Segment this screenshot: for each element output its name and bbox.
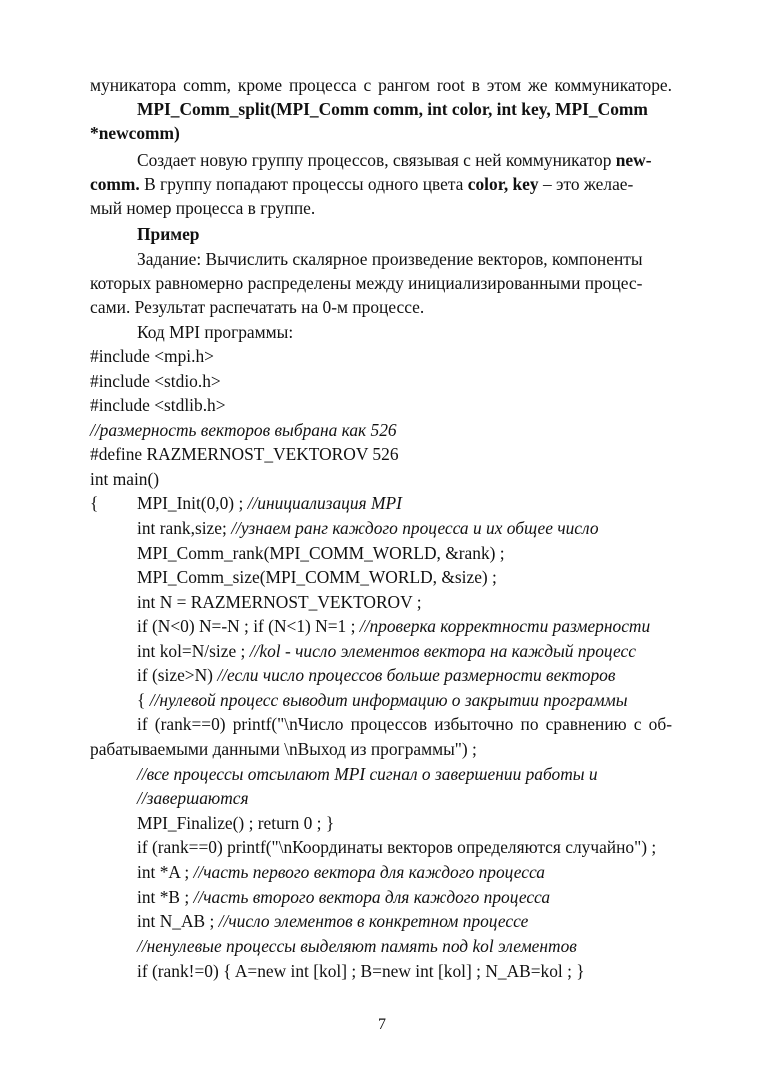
code-line	[90, 442, 672, 466]
line-text: *newcomm)	[90, 123, 180, 143]
function-signature-continued	[90, 121, 672, 145]
comment-text: //часть первого вектора для каждого процесса	[193, 862, 545, 882]
code-line	[90, 467, 672, 491]
heading-text: Пример	[137, 224, 200, 244]
code-line	[137, 885, 672, 909]
comment-text: //нулевой процесс выводит информацию о закрытии программы	[149, 690, 628, 710]
line-text: Создает новую группу процессов, связывая с ней коммуникатор	[137, 150, 612, 170]
text-line	[137, 247, 672, 271]
code-line	[137, 590, 672, 614]
code-comment-line	[137, 934, 672, 958]
code-line	[137, 909, 672, 933]
code-text: #include <mpi.h>	[90, 346, 214, 366]
code-comment-line	[137, 786, 672, 810]
text-line	[90, 271, 672, 295]
code-text: MPI_Comm_rank(MPI_COMM_WORLD, &rank) ;	[137, 543, 505, 563]
line-text: Код MPI программы:	[137, 322, 294, 342]
code-text: if (N<0) N=-N ; if (N<1) N=1 ;	[137, 616, 356, 636]
code-text: int kol=N/size ;	[137, 641, 246, 661]
line-text-bold: comm.	[90, 174, 140, 194]
code-line	[137, 516, 672, 540]
line-text: мый номер процесса в группе.	[90, 198, 316, 218]
code-line	[137, 959, 672, 983]
comment-text: //ненулевые процессы выделяют память под kol элементов	[137, 936, 577, 956]
line-text: MPI_Comm_split(MPI_Comm comm, int color, int key, MPI_Comm	[137, 99, 648, 119]
code-text: if (size>N)	[137, 665, 213, 685]
code-line	[137, 639, 672, 663]
code-text: int *B ;	[137, 887, 190, 907]
line-text: муникатора comm, кроме процесса с рангом root в этом же коммуникаторе.	[90, 75, 672, 95]
code-line	[137, 688, 672, 712]
comment-text: //часть второго вектора для каждого процесса	[193, 887, 551, 907]
comment-text: //все процессы отсылают MPI сигнал о завершении работы и	[137, 764, 598, 784]
comment-text: //завершаются	[137, 788, 249, 808]
code-line	[90, 393, 672, 417]
line-text: Задание: Вычислить скалярное произведение векторов, компоненты	[137, 249, 643, 269]
code-line	[90, 344, 672, 368]
comment-text: //число элементов в конкретном процессе	[218, 911, 529, 931]
text-line	[90, 295, 672, 319]
comment-text: //узнаем ранг каждого процесса и их общее число	[231, 518, 599, 538]
code-comment-line	[137, 762, 672, 786]
code-text: if (rank!=0) { A=new int [kol] ; B=new int [kol] ; N_AB=kol ; }	[137, 961, 585, 981]
text-line	[137, 320, 672, 344]
code-line	[137, 614, 672, 638]
code-text: int main()	[90, 469, 160, 489]
code-text: #define RAZMERNOST_VEKTOROV 526	[90, 444, 399, 464]
code-text: if (rank==0) printf("\nКоординаты векторов определяются случайно") ;	[137, 837, 657, 857]
text-line	[90, 73, 672, 97]
text-line	[90, 172, 672, 196]
function-signature	[137, 97, 672, 121]
line-text: сами. Результат распечатать на 0-м процессе.	[90, 297, 425, 317]
code-text: MPI_Init(0,0) ;	[137, 493, 244, 513]
code-text: int rank,size;	[137, 518, 227, 538]
code-line	[137, 663, 672, 687]
comment-text: //kol - число элементов вектора на каждый процесс	[249, 641, 636, 661]
text-line	[137, 148, 672, 172]
code-text: #include <stdlib.h>	[90, 395, 226, 415]
code-text: if (rank==0) printf("\nЧисло процессов избыточно по сравнению с об-	[137, 714, 672, 734]
code-brace: {	[90, 493, 99, 513]
text-line	[90, 196, 672, 220]
code-brace: {	[137, 690, 146, 710]
code-line	[90, 369, 672, 393]
code-comment-line	[90, 418, 672, 442]
comment-text: //проверка корректности размерности	[359, 616, 651, 636]
code-line	[137, 541, 672, 565]
line-text-bold: color, key	[467, 174, 539, 194]
line-text: – это желае-	[542, 174, 634, 194]
code-line	[90, 737, 672, 761]
line-text: В группу попадают процессы одного цвета	[144, 174, 464, 194]
code-line	[137, 491, 672, 515]
page-number: 7	[378, 1016, 386, 1033]
code-text: int *A ;	[137, 862, 190, 882]
code-text: MPI_Comm_size(MPI_COMM_WORLD, &size) ;	[137, 567, 497, 587]
code-line	[137, 860, 672, 884]
code-line	[137, 835, 672, 859]
code-text: MPI_Finalize() ; return 0 ; }	[137, 813, 335, 833]
comment-text: //инициализация MPI	[247, 493, 402, 513]
code-line	[137, 811, 672, 835]
code-text: рабатываемыми данными \nВыход из программы") ;	[90, 739, 477, 759]
line-text: которых равномерно распределены между инициализированными процес-	[90, 273, 643, 293]
code-line	[137, 712, 672, 736]
code-text: int N_AB ;	[137, 911, 215, 931]
comment-text: //размерность векторов выбрана как 526	[90, 420, 397, 440]
comment-text: //если число процессов больше размерности векторов	[217, 665, 616, 685]
code-text: #include <stdio.h>	[90, 371, 221, 391]
line-text-bold: new-	[615, 150, 652, 170]
section-heading	[137, 222, 672, 246]
code-line	[137, 565, 672, 589]
code-text: int N = RAZMERNOST_VEKTOROV ;	[137, 592, 422, 612]
